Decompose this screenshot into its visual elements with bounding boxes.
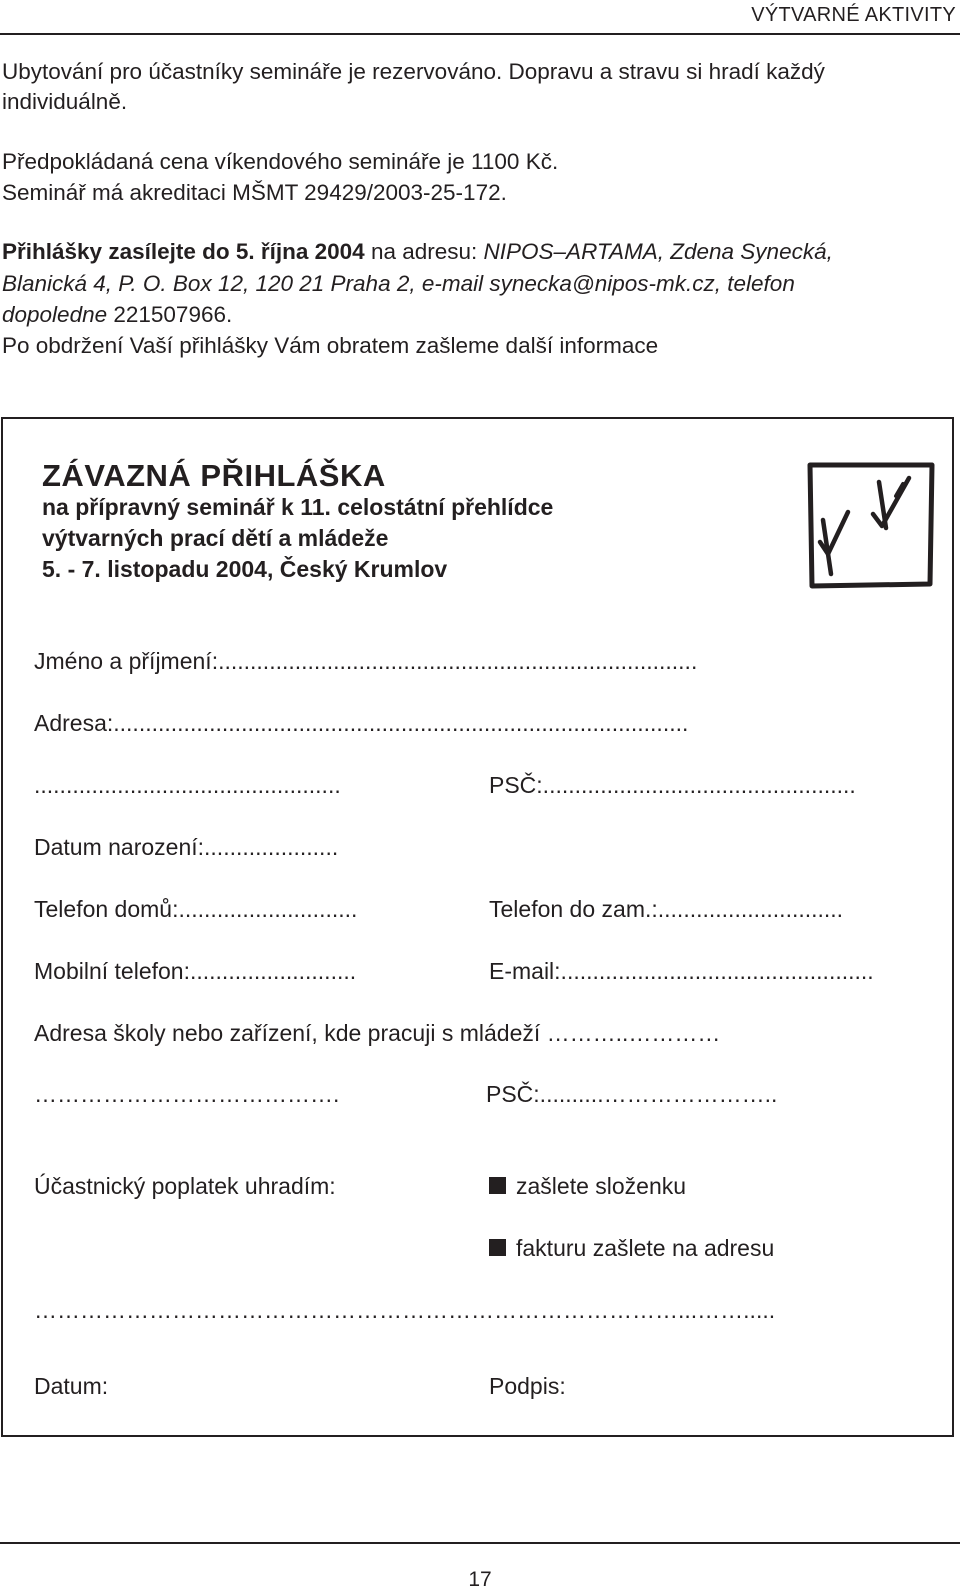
address-line bbox=[2, 268, 795, 300]
phone-label: dopoledne bbox=[2, 302, 114, 327]
home-phone-field[interactable]: Telefon domů:............................ bbox=[34, 896, 358, 922]
date-label: Datum: bbox=[34, 1373, 109, 1399]
accreditation-line: Seminář má akreditaci MŠMT 29429/2003-25-172. bbox=[2, 180, 507, 205]
work-phone-field[interactable]: Telefon do zam.:............................. bbox=[489, 896, 844, 922]
page-number: 17 bbox=[468, 1568, 492, 1591]
phone-number: 221507966. bbox=[113, 302, 233, 327]
address-continuation-field[interactable]: ................................................ bbox=[34, 772, 341, 798]
application-line bbox=[2, 236, 833, 268]
intro-line-1: Ubytování pro účastníky semináře je rezervováno. Dopravu a stravu si hradí každý bbox=[2, 59, 825, 84]
application-connector: na adresu: bbox=[364, 239, 484, 264]
intro-line-2: individuálně. bbox=[2, 89, 128, 114]
form-subtitle-2: výtvarných prací dětí a mládeže bbox=[42, 525, 389, 551]
price-line: Předpokládaná cena víkendového semináře je 1100 Kč. bbox=[2, 149, 559, 174]
mobile-phone-field[interactable]: Mobilní telefon:.......................... bbox=[34, 958, 357, 984]
birth-date-field[interactable]: Datum narození:..................... bbox=[34, 834, 339, 860]
zip-field[interactable]: PSČ:................................................. bbox=[489, 772, 856, 798]
header-rule bbox=[0, 33, 960, 35]
section-title: VÝTVARNÉ AKTIVITY bbox=[751, 4, 956, 26]
footer-rule bbox=[0, 1542, 960, 1544]
fee-option-invoice[interactable] bbox=[489, 1235, 774, 1262]
form-subtitle-3: 5. - 7. listopadu 2004, Český Krumlov bbox=[42, 556, 448, 582]
artama-logo-icon bbox=[806, 462, 936, 594]
invoice-address-field[interactable]: …………………………………………………………………………...……..... bbox=[34, 1297, 776, 1323]
fee-option-money-order-label: zašlete složenku bbox=[516, 1173, 687, 1199]
application-deadline: Přihlášky zasílejte do 5. října 2004 bbox=[2, 239, 365, 264]
school-address-continuation-field[interactable]: …………………………………. bbox=[34, 1081, 340, 1107]
application-recipient: NIPOS–ARTAMA, Zdena Synecká, bbox=[483, 239, 833, 264]
address-field[interactable]: Adresa:.......................................................................................... bbox=[34, 710, 689, 736]
fee-option-invoice-label: fakturu zašlete na adresu bbox=[516, 1235, 775, 1261]
name-field[interactable]: Jméno a příjmení:........................................................................... bbox=[34, 648, 698, 674]
checkbox-icon[interactable] bbox=[489, 1239, 506, 1256]
checkbox-icon[interactable] bbox=[489, 1177, 506, 1194]
email-field[interactable]: E-mail:................................................. bbox=[489, 958, 874, 984]
fee-option-money-order[interactable] bbox=[489, 1173, 686, 1200]
form-title: ZÁVAZNÁ PŘIHLÁŠKA bbox=[42, 458, 386, 493]
school-zip-field[interactable]: PSČ:..........………………….. bbox=[486, 1081, 778, 1107]
school-address-field[interactable]: Adresa školy nebo zařízení, kde pracuji s mládeží ………..………… bbox=[34, 1020, 721, 1046]
followup-line: Po obdržení Vaší přihlášky Vám obratem zašleme další informace bbox=[2, 333, 659, 358]
form-subtitle-1: na přípravný seminář k 11. celostátní přehlídce bbox=[42, 494, 554, 520]
address-text: Blanická 4, P. O. Box 12, 120 21 Praha 2, e-mail synecka@nipos-mk.cz, telefon bbox=[2, 271, 795, 296]
signature-label: Podpis: bbox=[489, 1373, 566, 1399]
fee-label: Účastnický poplatek uhradím: bbox=[34, 1173, 336, 1199]
phone-line bbox=[2, 299, 232, 331]
